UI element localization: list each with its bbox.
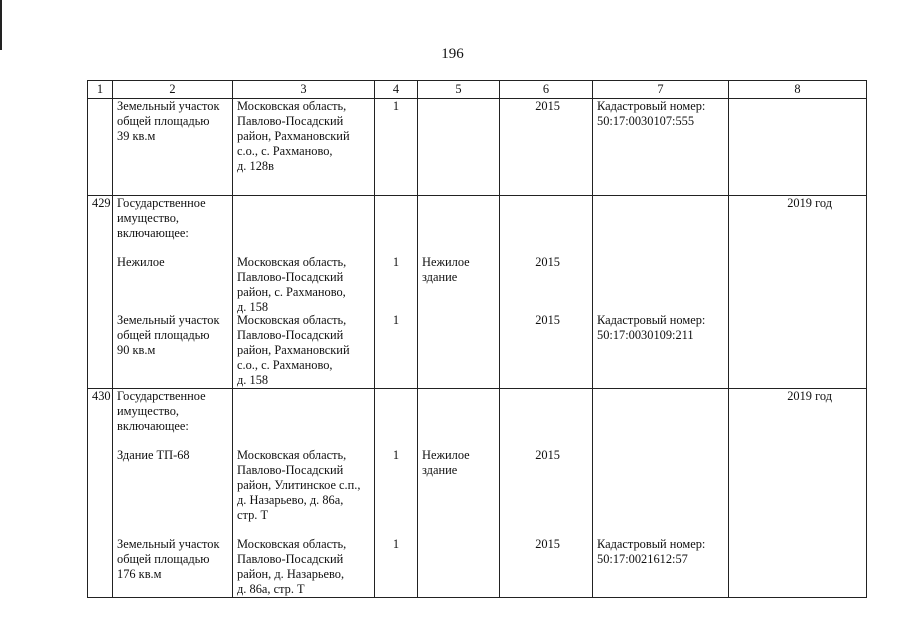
property-note bbox=[593, 196, 729, 389]
item-type: Нежилое здание bbox=[422, 255, 470, 284]
property-type bbox=[418, 389, 500, 598]
row-number bbox=[88, 99, 113, 196]
item-type: Нежилое здание bbox=[422, 448, 470, 477]
row-number: 430 bbox=[88, 389, 113, 598]
group-title: Государственное имущество, включающее: bbox=[117, 389, 206, 433]
property-name bbox=[113, 389, 233, 598]
item-year: 2015 bbox=[535, 448, 560, 462]
property-address: Московская область, Павлово-Посадский район, Рахмановский с.о., с. Рахманово, д. 128в bbox=[233, 99, 375, 196]
row-number: 429 bbox=[88, 196, 113, 389]
property-year bbox=[500, 389, 593, 598]
property-year bbox=[500, 196, 593, 389]
column-header: 6 bbox=[500, 81, 593, 99]
property-note: Кадастровый номер: 50:17:0030107:555 bbox=[593, 99, 729, 196]
property-period: 2019 год bbox=[729, 196, 867, 389]
item-name: Здание ТП-68 bbox=[117, 448, 190, 462]
property-quantity bbox=[375, 389, 418, 598]
property-year: 2015 bbox=[500, 99, 593, 196]
property-address bbox=[233, 196, 375, 389]
property-address bbox=[233, 389, 375, 598]
property-name bbox=[113, 196, 233, 389]
item-note: Кадастровый номер: 50:17:0021612:57 bbox=[597, 537, 706, 566]
property-quantity: 1 bbox=[375, 99, 418, 196]
property-name: Земельный участок общей площадью 39 кв.м bbox=[113, 99, 233, 196]
page-number: 196 bbox=[441, 46, 464, 62]
property-type bbox=[418, 196, 500, 389]
item-year: 2015 bbox=[535, 537, 560, 551]
group-title: Государственное имущество, включающее: bbox=[117, 196, 206, 240]
table-row bbox=[88, 99, 867, 196]
property-note bbox=[593, 389, 729, 598]
item-note: Кадастровый номер: 50:17:0030109:211 bbox=[597, 313, 706, 342]
item-quantity: 1 bbox=[392, 313, 400, 327]
item-name: Нежилое bbox=[117, 255, 165, 269]
property-register-table bbox=[87, 80, 867, 598]
table-row bbox=[88, 196, 867, 389]
column-header: 2 bbox=[113, 81, 233, 99]
column-header: 4 bbox=[375, 81, 418, 99]
property-quantity bbox=[375, 196, 418, 389]
column-header: 1 bbox=[88, 81, 113, 99]
property-type bbox=[418, 99, 500, 196]
scan-edge-mark bbox=[0, 0, 2, 50]
column-header: 8 bbox=[729, 81, 867, 99]
column-number-row bbox=[88, 81, 867, 99]
item-quantity: 1 bbox=[392, 537, 400, 551]
item-year: 2015 bbox=[535, 255, 560, 269]
property-period: 2019 год bbox=[729, 389, 867, 598]
property-period bbox=[729, 99, 867, 196]
item-address: Московская область, Павлово-Посадский район, Рахмановский с.о., с. Рахманово, д. 158 bbox=[237, 313, 350, 387]
column-header: 5 bbox=[418, 81, 500, 99]
item-quantity: 1 bbox=[392, 448, 400, 462]
column-header: 3 bbox=[233, 81, 375, 99]
item-address: Московская область, Павлово-Посадский район, д. Назарьево, д. 86а, стр. Т bbox=[237, 537, 347, 596]
item-name: Земельный участок общей площадью 176 кв.м bbox=[117, 537, 220, 581]
item-address: Московская область, Павлово-Посадский район, с. Рахманово, д. 158 bbox=[237, 255, 347, 314]
column-header: 7 bbox=[593, 81, 729, 99]
item-quantity: 1 bbox=[392, 255, 400, 269]
item-address: Московская область, Павлово-Посадский район, Улитинское с.п., д. Назарьево, д. 86а, стр. Т bbox=[237, 448, 361, 522]
table-row bbox=[88, 389, 867, 598]
item-year: 2015 bbox=[535, 313, 560, 327]
item-name: Земельный участок общей площадью 90 кв.м bbox=[117, 313, 220, 357]
